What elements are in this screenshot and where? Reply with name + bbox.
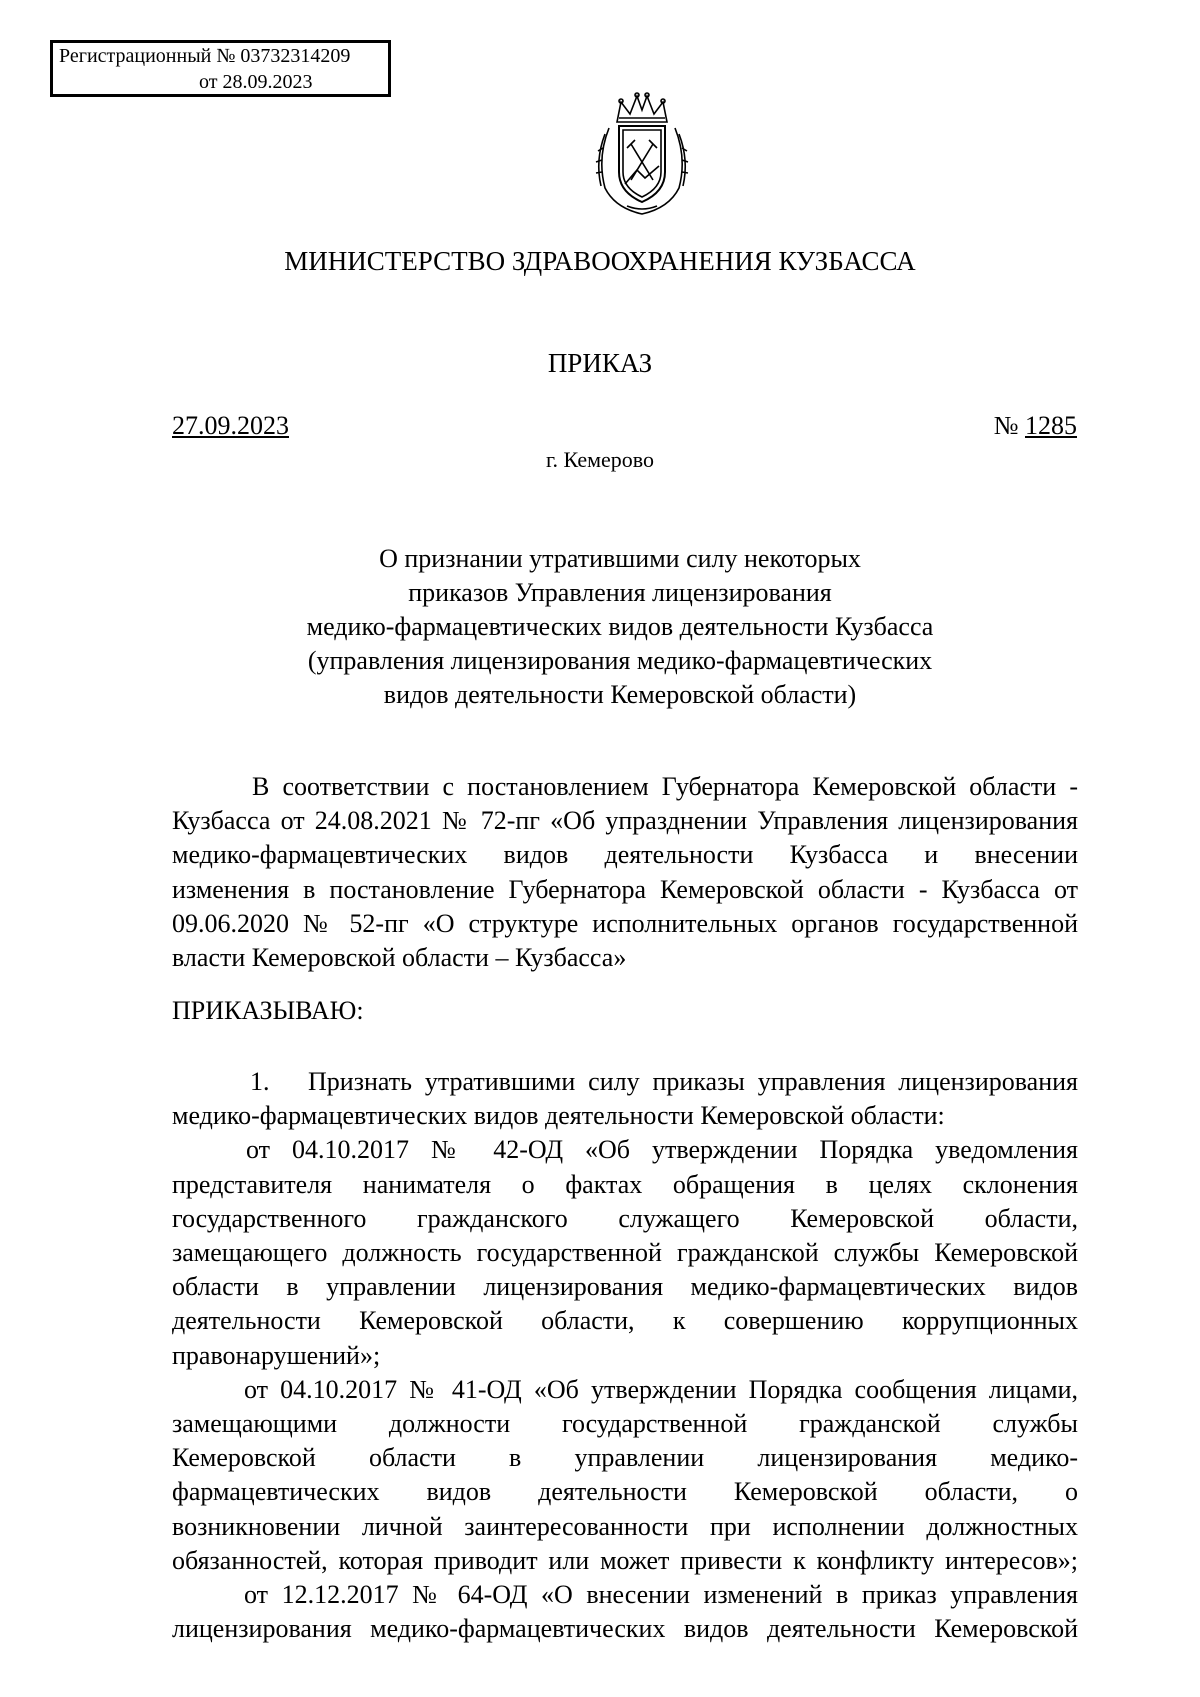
subitem-2-line: от 04.10.2017 № 41-ОД «Об утверждении Порядка сообщения лицами,: [244, 1374, 1078, 1404]
subitem-2-line: Кемеровской области в управлении лицензирования медико-: [172, 1443, 1078, 1473]
order-city: г. Кемерово: [545, 447, 655, 472]
item-1-line: медико-фармацевтических видов деятельности Кемеровской области:: [172, 1101, 945, 1131]
order-directive: ПРИКАЗЫВАЮ:: [172, 996, 364, 1025]
preamble-paragraph: [172, 770, 1078, 975]
subitem-1-line: от 04.10.2017 № 42-ОД «Об утверждении Порядка уведомления: [246, 1135, 1078, 1165]
subitem-1-line: области в управлении лицензирования медико-фармацевтических видов: [172, 1272, 1078, 1302]
subitem-3-line: от 12.12.2017 № 64-ОД «О внесении изменений в приказ управления: [244, 1580, 1078, 1610]
subject-line: О признании утратившими силу некоторых: [379, 544, 861, 573]
subitem-1-line: деятельности Кемеровской области, к совершению коррупционных: [172, 1306, 1078, 1336]
document-type: ПРИКАЗ: [547, 348, 653, 378]
subitem-1-line: правонарушений»;: [172, 1340, 381, 1370]
subitem-2-line: фармацевтических видов деятельности Кемеровской области, о: [172, 1477, 1078, 1507]
order-number-prefix: №: [993, 411, 1025, 440]
preamble-line: Кузбасса от 24.08.2021 № 72-пг «Об упразднении Управления лицензирования: [172, 806, 1078, 836]
preamble-line: 09.06.2020 № 52-пг «О структуре исполнительных органов государственной: [172, 908, 1078, 938]
subitem-1-line: замещающего должность государственной гражданской службы Кемеровской: [172, 1238, 1078, 1268]
subject-line: (управления лицензирования медико-фармацевтических: [307, 646, 933, 675]
subitem-3-line: лицензирования медико-фармацевтических видов деятельности Кемеровской: [172, 1614, 1078, 1644]
kuzbass-coat-of-arms-icon: [587, 88, 697, 218]
preamble-line: медико-фармацевтических видов деятельности Кузбасса и внесении: [172, 840, 1078, 870]
subject-line: приказов Управления лицензирования: [408, 578, 832, 607]
ministry-name: МИНИСТЕРСТВО ЗДРАВООХРАНЕНИЯ КУЗБАССА: [284, 246, 916, 276]
registration-stamp: [50, 40, 391, 97]
subitem-2-line: возникновении личной заинтересованности при исполнении должностных: [172, 1511, 1078, 1541]
order-number: [994, 410, 1077, 442]
preamble-line: В соответствии с постановлением Губернатора Кемеровской области -: [252, 772, 1078, 801]
subitem-2-line: обязанностей, которая приводит или может привести к конфликту интересов»;: [172, 1545, 1078, 1575]
subject-line: медико-фармацевтических видов деятельности Кузбасса: [306, 612, 934, 641]
subject-line: видов деятельности Кемеровской области): [383, 680, 857, 709]
order-number-value: 1285: [1025, 411, 1077, 440]
preamble-line: власти Кемеровской области – Кузбасса»: [172, 943, 627, 973]
item-1-text: Признать утратившими силу приказы управления лицензирования: [308, 1067, 1078, 1096]
registration-date: от 28.09.2023: [199, 71, 313, 93]
subitem-1-line: государственного гражданского служащего Кемеровской области,: [172, 1203, 1078, 1233]
registration-number: Регистрационный № 03732314209: [59, 45, 351, 67]
item-1-line: [172, 1065, 1078, 1099]
subitem-1-line: представителя нанимателя о фактах обращения в целях склонения: [172, 1169, 1078, 1199]
preamble-line: изменения в постановление Губернатора Кемеровской области - Кузбасса от: [172, 874, 1078, 904]
order-date: 27.09.2023: [172, 411, 289, 440]
order-items: [172, 1065, 1078, 1646]
subitem-2-line: замещающими должности государственной гражданской службы: [172, 1409, 1078, 1439]
item-1-number: 1.: [250, 1067, 270, 1096]
order-subject: [240, 542, 1000, 712]
